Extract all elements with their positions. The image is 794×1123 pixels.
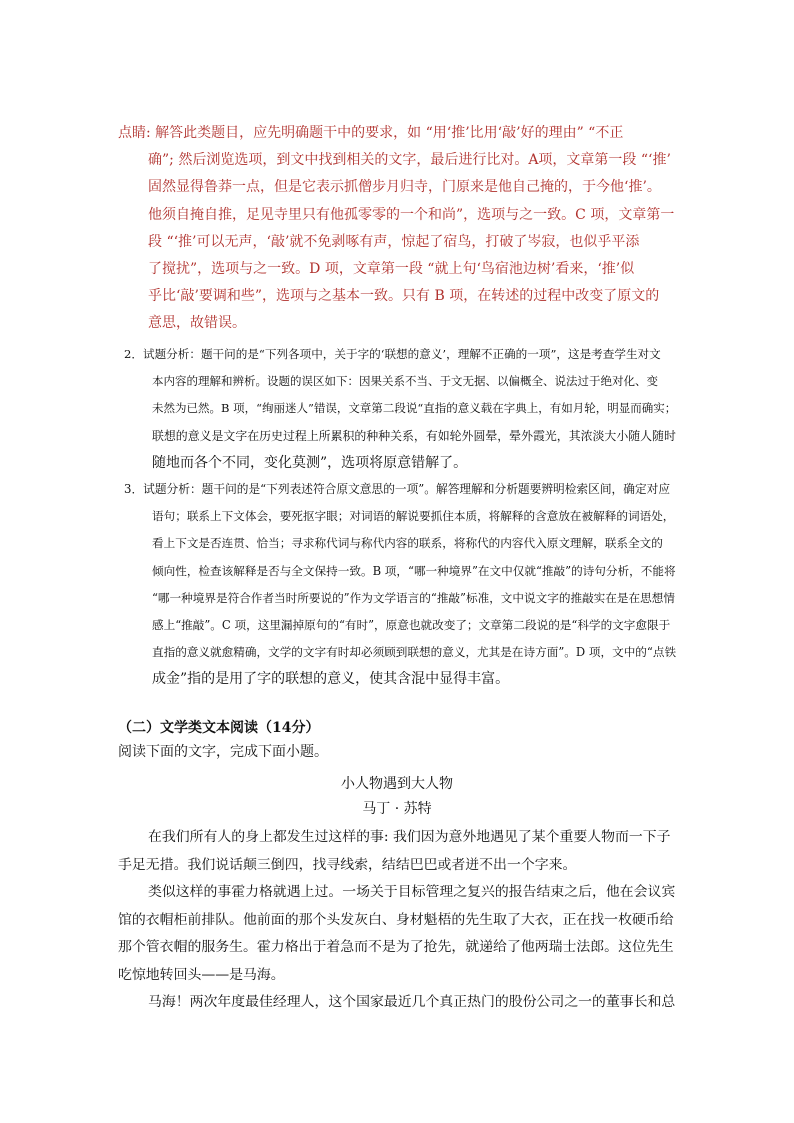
analysis-item-3 xyxy=(124,476,676,694)
story-body xyxy=(118,824,675,1017)
dianjing-line: 固然显得鲁莽一点，但是它表示抓僧步月归寺，门原来是他自己掩的，于今他‘推’。 xyxy=(148,179,661,196)
dianjing-line: 段 “‘推’可以无声，‘敲’就不免剥啄有声，惊起了宿鸟，打破了岑寂，也似乎平添 xyxy=(148,233,640,250)
analysis-line: 语句；联系上下文体会，要死抠字眼；对词语的解说要抓住本质，将解释的含意放在被解释的词语处， xyxy=(152,509,675,524)
analysis-line: 看上下文是否连贯、恰当；寻求称代词与称代内容的联系，将称代的内容代入原文理解，联系全文的 xyxy=(152,536,663,551)
analysis-line: 直指的意义就愈精确，文学的文字有时却必须顾到联想的意义，尤其是在诗方面”。D 项，文中的“点铁 xyxy=(152,645,677,660)
analysis-line: 成金”指的是用了字的联想的意义，使其含混中显得丰富。 xyxy=(152,671,510,688)
analysis-line: 倾向性，检查该解释是否与全文保持一致。B 项，“哪一种境界”在文中仅就“推敲”的诗句分析，不能将 xyxy=(152,563,676,578)
section-title: （二）文学类文本阅读（14分） xyxy=(118,720,320,736)
dianjing-line: 他须自掩自推，足见寺里只有他孤零零的一个和尚”，选项与之一致。C 项，文章第一 xyxy=(148,206,675,223)
story-line: 类似这样的事霍力格就遇上过。一场关于目标管理之复兴的报告结束之后，他在会议宾 xyxy=(148,884,676,900)
story-line: 馆的衣帽柜前排队。他前面的那个头发灰白、身材魁梧的先生取了大衣，正在找一枚硬币给 xyxy=(118,911,674,928)
dianjing-comment xyxy=(118,120,674,338)
dianjing-line: 确”; 然后浏览选项，到文中找到相关的文字，最后进行比对。A项，文章第一段 “‘推’ xyxy=(148,152,671,169)
section-instruction: 阅读下面的文字，完成下面小题。 xyxy=(118,744,328,760)
story-line: 马海！两次年度最佳经理人，这个国家最近几个真正热门的股份公司之一的董事长和总 xyxy=(148,994,676,1010)
analysis-line: 本内容的理解和辨析。设题的误区如下：因果关系不当、于文无据、以偏概全、说法过于绝对化、变 xyxy=(152,374,658,389)
analysis-item-2 xyxy=(124,341,676,477)
story-line: 那个管衣帽的服务生。霍力格出于着急而不是为了抢先，就递给了他两瑞士法郎。这位先生 xyxy=(118,939,674,955)
dianjing-line: 了搅扰”，选项与之一致。D 项，文章第一段 “就上句‘鸟宿池边树’看来，‘推’似 xyxy=(148,261,635,278)
dianjing-line: 点睛: 解答此类题目，应先明确题干中的要求，如 “用‘推’比用‘敲’好的理由” “不正 xyxy=(118,125,624,141)
analysis-line: 2．试题分析：题干问的是“下列各项中，关于字的‘联想的意义’，理解不正确的一项”，这是考查学生对文 xyxy=(124,347,661,361)
dianjing-line: 乎比‘敲’要调和些”，选项与之基本一致。只有 B 项，在转述的过程中改变了原文的 xyxy=(148,288,660,305)
story-line: 手足无措。我们说话颠三倒四，找寻线索，结结巴巴或者迸不出一个字来。 xyxy=(118,856,577,873)
analysis-line: 联想的意义是文字在历史过程上所累积的种种关系，有如轮外圆晕，晕外霞光，其浓淡大小随人随时 xyxy=(152,428,676,443)
story-line: 吃惊地转回头——是马海。 xyxy=(118,966,285,983)
story-title: 小人物遇到大人物 xyxy=(341,776,453,792)
analysis-line: “哪一种境界是符合作者当时所要说的”作为文学语言的“推敲”标准，文中说文字的推敲实在是在思想情 xyxy=(152,590,675,605)
analysis-line: 感上“推敲”。C 项，这里漏掉原句的“有时”，原意也就改变了；文章第二段说的是“科学的文字愈限于 xyxy=(152,618,671,633)
analysis-line: 随地而各个不同，变化莫测”，选项将原意错解了。 xyxy=(152,454,468,471)
story-line: 在我们所有人的身上都发生过这样的事: 我们因为意外地遇见了某个重要人物而一下子 xyxy=(148,829,671,845)
analysis-line: 3．试题分析：题干问的是“下列表述符合原文意思的一项”。解答理解和分析题要辨明检索区间，确定对应 xyxy=(124,482,671,496)
analysis-line: 未然为已然。B 项，“绚丽迷人”错误，文章第二段说“直指的意义载在字典上，有如月轮，明显而确实； xyxy=(152,401,677,416)
story-author: 马丁 · 苏特 xyxy=(362,801,432,817)
dianjing-line: 意思，故错误。 xyxy=(148,315,246,332)
